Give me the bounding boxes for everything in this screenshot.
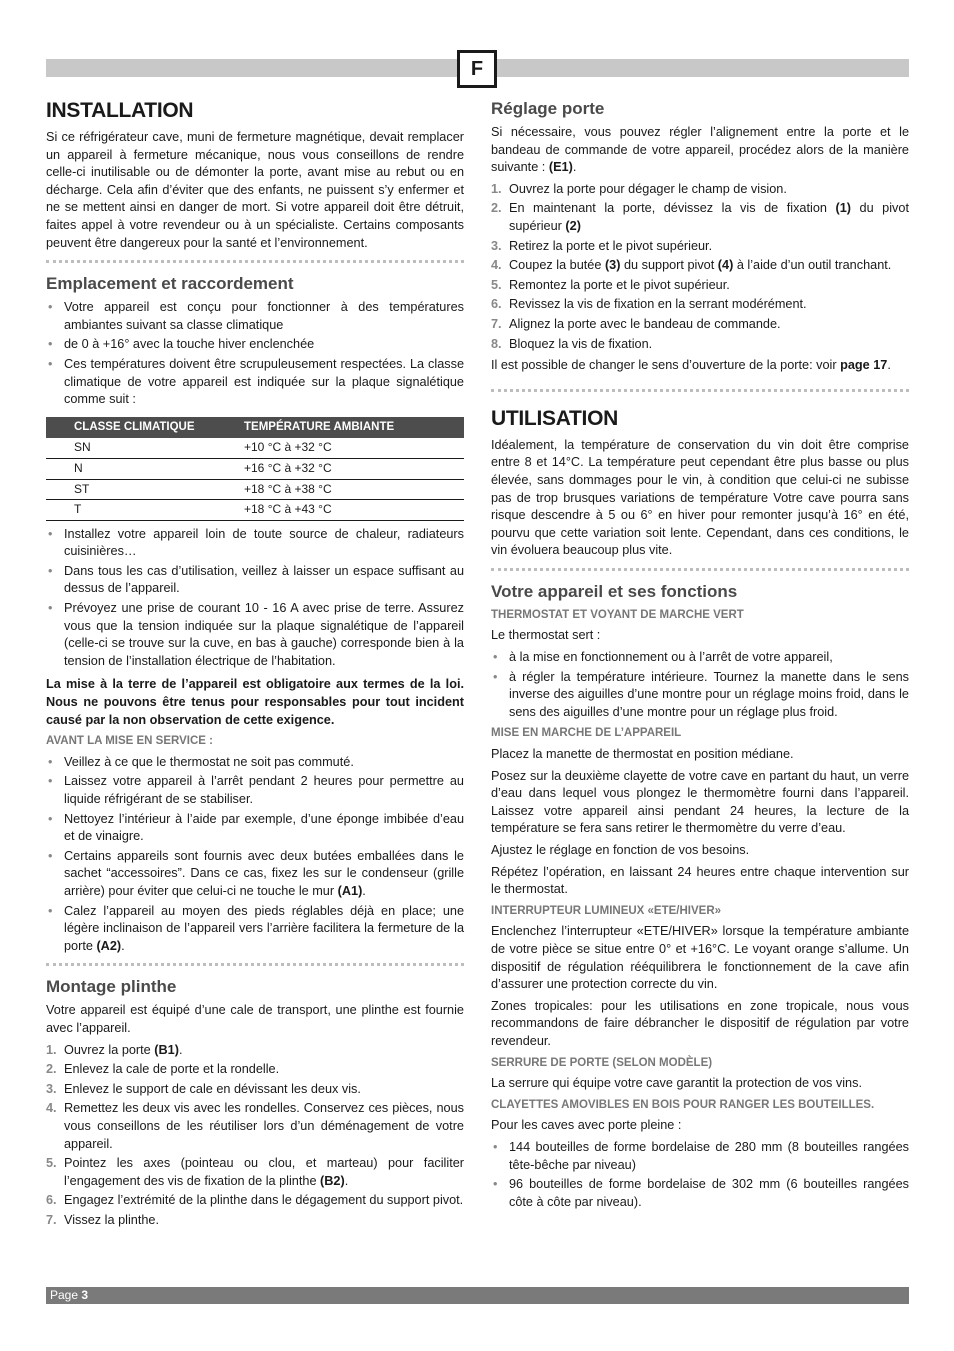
table-header: TEMPÉRATURE AMBIANTE: [244, 417, 464, 439]
paragraph: Enclenchez l’interrupteur «ETE/HIVER» lorsque la température ambiante de votre pièce se situe entre 0° et +16°C. Le voyant orange s’allume. Un dispositif de régulation rééquilibrera le fonctionnement de la cave afin d’assurer une protection correcte du vin.: [491, 924, 909, 992]
list-item: • Installez votre appareil loin de toute source de chaleur, radiateurs cuisinières…: [48, 526, 464, 559]
list-item: 6. Revissez la vis de fixation en la serrant modérément.: [491, 297, 807, 312]
emplacement-title: Emplacement et raccordement: [46, 274, 294, 294]
list-item: 1. Ouvrez la porte (B1).: [46, 1042, 183, 1057]
list-item: • Calez l’appareil au moyen des pieds réglables déjà en place; une légère inclinaison de l’appareil vers l’arrière facilitera la fermeture de la porte (A2).: [48, 903, 464, 953]
montage-intro: Votre appareil est équipé d’une cale de transport, une plinthe est fournie avec l’appareil.: [46, 1003, 464, 1035]
mise-en-marche-title: MISE EN MARCHE DE L’APPAREIL: [491, 727, 682, 740]
thermostat-intro: Le thermostat sert :: [491, 628, 601, 643]
list-item: 5. Remontez la porte et le pivot supérieur.: [491, 277, 730, 292]
page-number: 3: [81, 1288, 89, 1302]
clayettes-title: CLAYETTES AMOVIBLES EN BOIS POUR RANGER LES BOUTEILLES.: [491, 1098, 875, 1111]
paragraph: Répétez l’opération, en laissant 24 heures entre chaque intervention sur le thermostat.: [491, 864, 909, 897]
list-item: • Prévoyez une prise de courant 10 - 16 A avec prise de terre. Assurez vous que la tension indiquée sur la plaque signalétique de l’appareil (celle-ci se trouve sur la cuve, en bas à gauche) corresponde bien à la tension de l’installation électrique de l’habitation.: [48, 601, 464, 668]
list-item: 4. Remettez les deux vis avec les rondelles. Conservez ces pièces, nous vous conseillons de les réutiliser lors d’un déménagement de votre appareil.: [46, 1101, 464, 1151]
list-item: 8. Bloquez la vis de fixation.: [491, 336, 653, 351]
list-item: • Laissez votre appareil à l’arrêt pendant 2 heures pour permettre au liquide réfrigérant de se stabiliser.: [48, 774, 464, 806]
list-item: 4. Coupez la butée (3) du support pivot (4) à l’aide d’un outil tranchant.: [491, 258, 892, 273]
dotted-divider: [491, 568, 909, 571]
list-item: 5. Pointez les axes (pointeau ou clou, et marteau) pour faciliter l’engagement des vis de fixation de la plinthe (B2).: [46, 1156, 464, 1188]
list-item: • Certains appareils sont fournis avec deux butées emballées dans le sachet “accessoires”. Dans ce cas, fixez les sur le condenseur (grille arrière) pour éviter que celui-ci ne touche le mur (A1).: [48, 848, 464, 898]
table-row: T +18 °C à +43 °C: [46, 500, 464, 521]
utilisation-intro: Idéalement, la température de conservation du vin doit être comprise entre 8 et 14°C. La température peut cependant être plus basse ou plus élevée, sans dommages pour le vin, à condition que celui-ci ne subisse pas de trop brusques variations de température Votre cave pourra sans risque descendre à 5 ou 6° en hiver pour remonter jusqu’à 16° en été, pourvu que cette variation soit lente. Cependant, dans ces conditions, le vin évoluera beaucoup plus vite.: [491, 437, 909, 558]
grounding-warning: La mise à la terre de l’appareil est obligatoire aux termes de la loi. Nous ne pouvons être tenus pour responsables pour tout incident causé par la non observation de cette exigence.: [46, 677, 464, 727]
paragraph: Pour les caves avec porte pleine :: [491, 1118, 682, 1133]
list-item: 6. Engagez l’extrémité de la plinthe dans le dégagement du support pivot.: [46, 1193, 464, 1208]
table-row: N +16 °C à +32 °C: [46, 458, 464, 479]
table-row: ST +18 °C à +38 °C: [46, 479, 464, 500]
utilisation-title: UTILISATION: [491, 406, 618, 430]
list-item: • Votre appareil est conçu pour fonctionner à des températures ambiantes suivant sa classe climatique: [48, 300, 464, 332]
table-row: SN +10 °C à +32 °C: [46, 438, 464, 458]
thermostat-title: THERMOSTAT ET VOYANT DE MARCHE VERT: [491, 608, 744, 621]
list-item: • Dans tous les cas d’utilisation, veillez à laisser un espace suffisant au dessus de l’appareil.: [48, 563, 464, 596]
list-item: 7. Alignez la porte avec le bandeau de commande.: [491, 316, 781, 331]
climate-class-table: [46, 417, 464, 521]
reglage-steps: [491, 181, 909, 353]
paragraph: Ajustez le réglage en fonction de vos besoins.: [491, 843, 750, 857]
paragraph: Posez sur la deuxième clayette de votre cave en partant du haut, un verre d’eau dans lequel vous plongez le thermomètre fourni dans l’appareil. Laissez votre appareil ainsi pendant 24 heures, la lecture de la température se fera sans retirer le thermomètre du verre d’eau.: [491, 768, 909, 836]
avant-title: AVANT LA MISE EN SERVICE :: [46, 735, 213, 748]
list-item: • 144 bouteilles de forme bordelaise de 280 mm (8 bouteilles rangées tête-bêche par niveau): [493, 1139, 909, 1172]
list-item: • 96 bouteilles de forme bordelaise de 302 mm (6 bouteilles rangées côte à côte par niveau).: [493, 1177, 909, 1209]
reglage-title: Réglage porte: [491, 99, 605, 118]
footer-bar: [46, 1287, 909, 1304]
list-item: • de 0 à +16° avec la touche hiver enclenchée: [48, 337, 315, 352]
fonctions-title: Votre appareil et ses fonctions: [491, 581, 738, 601]
installation-intro: Si ce réfrigérateur cave, muni de fermeture magnétique, devait remplacer un appareil à fermeture mécanique, nous vous conseillons de rendre celle-ci inutilisable ou de démonter la porte, avant mise au rebut ou en décharge. Cela afin d’éviter que des enfants, ne puissent s’y enfermer et ne se mettent ainsi en danger de mort. Si votre appareil doit être détruit, faites appel à votre revendeur ou à un spécialiste. Certains composants peuvent être dangereux pour la santé et l’environnement.: [46, 130, 464, 250]
list-item: 7. Vissez la plinthe.: [46, 1212, 159, 1227]
thermostat-list: [491, 649, 909, 721]
paragraph: La serrure qui équipe votre cave garantit la protection de vos vins.: [491, 1076, 862, 1091]
emplacement-list-2: [46, 526, 464, 671]
avant-list: [46, 754, 464, 956]
dotted-divider: [491, 389, 909, 392]
reglage-outro: Il est possible de changer le sens d’ouverture de la porte: voir page 17.: [491, 358, 891, 373]
list-item: • Nettoyez l’intérieur à l’aide par exemple, d’une éponge imbibée d’eau et de vinaigre.: [48, 811, 464, 844]
list-item: 1. Ouvrez la porte pour dégager le champ de vision.: [491, 181, 787, 196]
serrure-title: SERRURE DE PORTE (SELON MODÈLE): [491, 1056, 713, 1069]
list-item: 3. Retirez la porte et le pivot supérieur.: [491, 238, 713, 253]
montage-title: Montage plinthe: [46, 977, 177, 997]
reglage-intro: Si nécessaire, vous pouvez régler l’alignement entre la porte et le bandeau de commande de votre appareil, procédez alors de la manière suivante : (E1).: [491, 125, 909, 175]
emplacement-list-1: [46, 299, 464, 409]
page-label: Page: [50, 1288, 79, 1302]
list-item: 3. Enlevez le support de cale en dévissant les deux vis.: [46, 1081, 361, 1096]
montage-steps: [46, 1042, 464, 1230]
list-item: • à régler la température intérieure. Tournez la manette dans le sens inverse des aiguilles d’une montre pour un réglage moins froid, dans le sens des aiguilles d’une montre pour un réglage plus froid.: [493, 669, 909, 719]
list-item: 2. En maintenant la porte, dévissez la vis de fixation (1) du pivot supérieur (2): [491, 201, 909, 233]
dotted-divider: [46, 963, 464, 966]
left-column: [46, 98, 464, 1233]
list-item: 2. Enlevez la cale de porte et la rondelle.: [46, 1062, 280, 1077]
clayettes-list: [491, 1139, 909, 1211]
paragraph: Placez la manette de thermostat en position médiane.: [491, 747, 794, 762]
interrupteur-title: INTERRUPTEUR LUMINEUX «ETE/HIVER»: [491, 904, 722, 917]
paragraph: Zones tropicales: pour les utilisations en zone tropicale, nous vous recommandons de faire débrancher le dispositif de régulation par votre revendeur.: [491, 998, 909, 1048]
dotted-divider: [46, 260, 464, 263]
list-item: • Ces températures doivent être scrupuleusement respectées. La classe climatique de votre appareil est indiquée sur la plaque signalétique comme suit :: [48, 356, 464, 407]
table-header: CLASSE CLIMATIQUE: [46, 417, 244, 439]
list-item: • Veillez à ce que le thermostat ne soit pas commuté.: [48, 754, 354, 769]
right-column: [491, 98, 909, 1215]
language-badge: F: [457, 50, 497, 88]
installation-title: INSTALLATION: [46, 99, 194, 122]
list-item: • à la mise en fonctionnement ou à l’arrêt de votre appareil,: [493, 650, 833, 665]
